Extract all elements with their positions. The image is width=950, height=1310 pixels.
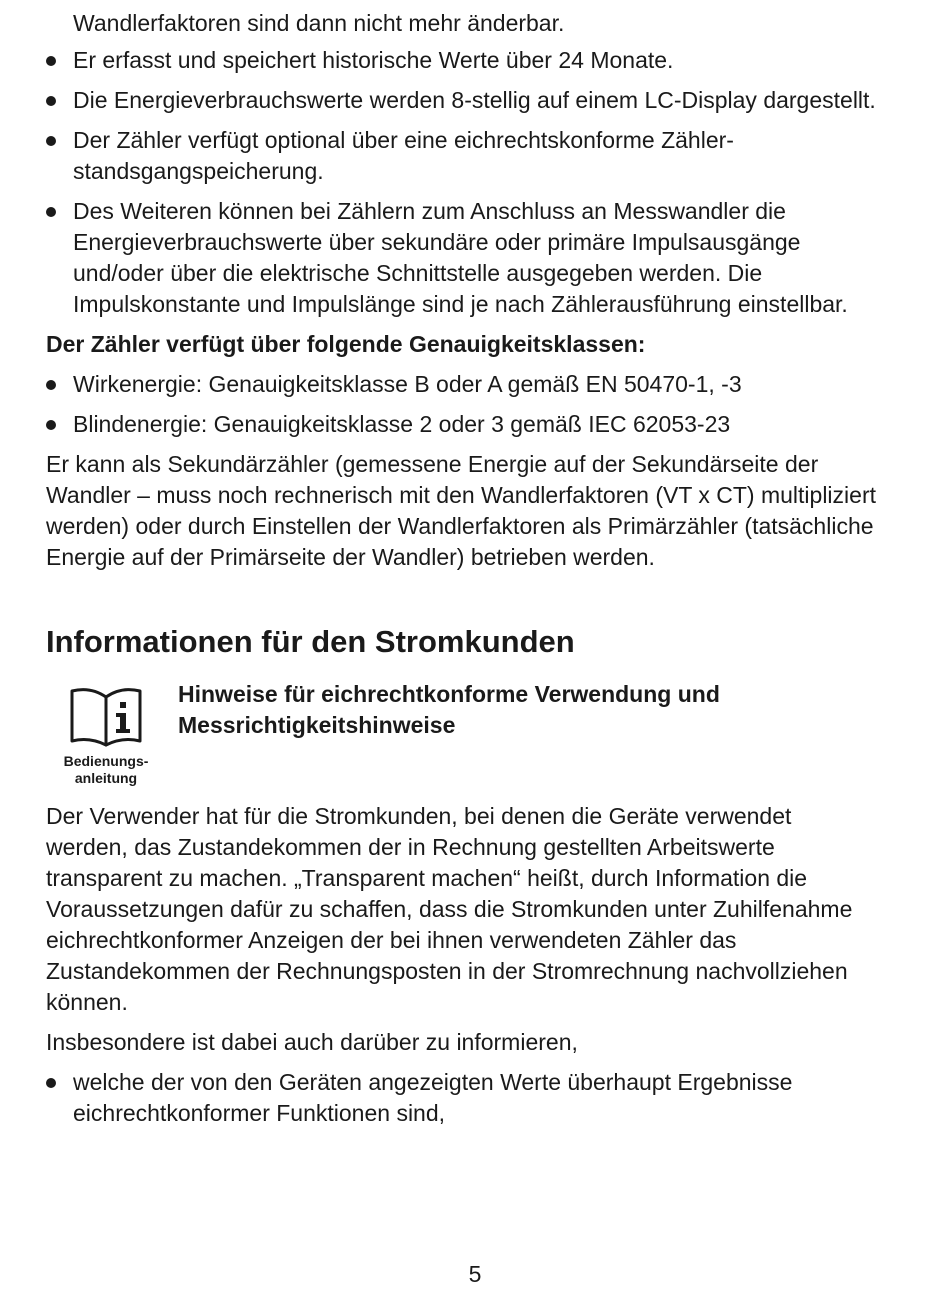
bullet-icon xyxy=(46,56,56,66)
info-box xyxy=(46,679,876,787)
list-item: welche der von den Geräten angezeigten Werte überhaupt Ergebnisse eichrechtkonformer Funktionen sind, xyxy=(46,1067,876,1129)
bullet-icon xyxy=(46,207,56,217)
list-item: Er erfasst und speichert historische Werte über 24 Monate. xyxy=(46,45,876,76)
list-item: Wirkenergie: Genauigkeitsklasse B oder A gemäß EN 50470-1, -3 xyxy=(46,369,876,400)
page-number: 5 xyxy=(468,1261,482,1287)
document-page xyxy=(46,8,876,1138)
bullet-icon xyxy=(46,96,56,106)
list-item: Blindenergie: Genauigkeitsklasse 2 oder 3 gemäß IEC 62053-23 xyxy=(46,409,876,440)
section-title: Informationen für den Stromkunden xyxy=(46,624,575,659)
continued-line: Wandlerfaktoren sind dann nicht mehr änderbar. xyxy=(73,10,565,36)
inform-paragraph: Insbesondere ist dabei auch darüber zu informieren, xyxy=(46,1029,578,1055)
feature-list xyxy=(46,45,876,320)
accuracy-list xyxy=(46,369,876,440)
bullet-icon xyxy=(46,420,56,430)
meter-mode-paragraph: Er kann als Sekundärzähler (gemessene Energie auf der Sekundärseite der Wandler – muss noch rechnerisch mit den Wandlerfaktoren (VT x CT) multipliziert werden) oder durch Einstellen der Wandlerfaktoren als Primärzähler (tatsächliche Energie auf der Primärseite der Wandler) betrieben werden. xyxy=(46,451,876,570)
list-item: Der Zähler verfügt optional über eine eichrechtskonforme Zählerstandsgangspeicherung. xyxy=(46,125,876,187)
icon-caption: Bedienungs- anleitung xyxy=(63,753,149,786)
info-heading: Hinweise für eichrechtkonforme Verwendung und Messrichtigkeitshinweise xyxy=(178,681,720,738)
manual-info-icon xyxy=(68,685,144,747)
customer-info-paragraph: Der Verwender hat für die Stromkunden, bei denen die Geräte verwendet werden, das Zustandekommen der in Rechnung gestellten Arbeitswerte transparent zu machen. „Transparent machen“ heißt, durch Information die Voraussetzungen dafür zu schaffen, dass die Stromkunden unter Zuhilfenahme eichrechtkonformer Anzeigen der bei ihnen verwendeten Zähler das Zustandekommen der Rechnungsposten in der Stromrechnung nachvollziehen können. xyxy=(46,803,853,1015)
list-item: Des Weiteren können bei Zählern zum Anschluss an Messwandler die Energieverbrauchswerte über sekundäre oder primäre Impulsausgänge und/oder über die elektrische Schnittstelle ausgegeben werden. Die Impulskonstante und Impulslänge sind je nach Zählerausführung einstellbar. xyxy=(46,196,876,320)
manual-icon-block xyxy=(40,679,172,787)
list-item: Die Energieverbrauchswerte werden 8-stellig auf einem LC-Display dargestellt. xyxy=(46,85,876,116)
bullet-icon xyxy=(46,1078,56,1088)
bullet-icon xyxy=(46,136,56,146)
accuracy-heading: Der Zähler verfügt über folgende Genauigkeitsklassen: xyxy=(46,331,646,357)
inform-list xyxy=(46,1067,876,1129)
bullet-icon xyxy=(46,380,56,390)
